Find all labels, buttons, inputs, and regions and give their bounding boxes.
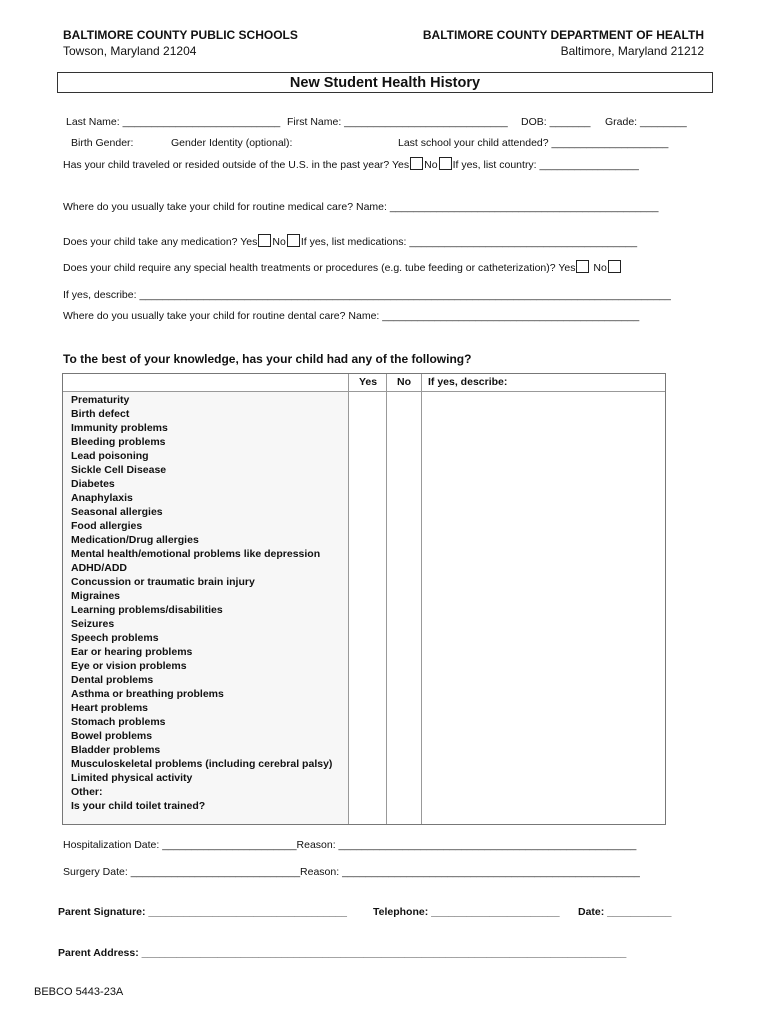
condition-item: Bowel problems <box>71 730 153 742</box>
condition-item: Limited physical activity <box>71 772 193 784</box>
condition-item: Anaphylaxis <box>71 492 133 504</box>
condition-item: Dental problems <box>71 674 154 686</box>
conditions-list <box>71 393 351 813</box>
parent-signature-field[interactable]: Parent Signature: __________________________________ <box>58 906 347 918</box>
dob-field[interactable]: DOB: _______ <box>521 116 591 128</box>
medication-yes-checkbox[interactable] <box>258 234 271 247</box>
condition-item: Speech problems <box>71 632 159 644</box>
condition-item: Prematurity <box>71 394 130 406</box>
last-name-field[interactable]: Last Name: ___________________________ <box>66 116 281 128</box>
grade-field[interactable]: Grade: ________ <box>605 116 687 128</box>
medication-followup[interactable]: If yes, list medications: _______________________________________ <box>300 236 638 248</box>
condition-item: Diabetes <box>71 478 115 490</box>
travel-followup[interactable]: If yes, list country: _________________ <box>452 159 639 171</box>
travel-yes-label: Yes <box>392 159 410 171</box>
conditions-heading: To the best of your knowledge, has your child had any of the following? <box>63 352 472 366</box>
condition-item: Bleeding problems <box>71 436 166 448</box>
right-city: Baltimore, Maryland 21212 <box>560 44 704 58</box>
right-org: BALTIMORE COUNTY DEPARTMENT OF HEALTH <box>422 28 704 42</box>
condition-item: Seizures <box>71 618 115 630</box>
special-yes-label: Yes <box>558 262 576 274</box>
condition-item: Eye or vision problems <box>71 660 187 672</box>
hospitalization-field[interactable]: Hospitalization Date: _______________________Reason: ___________________________________________________ <box>63 839 637 851</box>
travel-question <box>63 157 639 171</box>
medication-question-text: Does your child take any medication? <box>63 236 238 248</box>
travel-question-text: Has your child traveled or resided outside of the U.S. in the past year? <box>63 159 390 171</box>
form-title: New Student Health History <box>57 72 713 93</box>
condition-item: Heart problems <box>71 702 149 714</box>
last-school-field[interactable]: Last school your child attended? ____________________ <box>398 137 669 149</box>
birth-gender-field[interactable]: Birth Gender: <box>71 137 134 149</box>
condition-item: Is your child toilet trained? <box>71 800 206 812</box>
medication-yes-label: Yes <box>240 236 258 248</box>
medication-no-checkbox[interactable] <box>287 234 300 247</box>
condition-item: Concussion or traumatic brain injury <box>71 576 255 588</box>
left-city: Towson, Maryland 21204 <box>63 44 197 58</box>
date-field[interactable]: Date: ___________ <box>578 906 672 918</box>
medical-care-field[interactable]: Where do you usually take your child for routine medical care? Name: ______________________________________________ <box>63 201 659 213</box>
special-yes-checkbox[interactable] <box>576 260 589 273</box>
travel-no-label: No <box>424 159 438 171</box>
col-header-no: No <box>397 376 411 388</box>
first-name-field[interactable]: First Name: ____________________________ <box>287 116 508 128</box>
special-no-label: No <box>593 262 607 274</box>
condition-item: Asthma or breathing problems <box>71 688 224 700</box>
condition-item: Other: <box>71 786 103 798</box>
condition-item: Medication/Drug allergies <box>71 534 199 546</box>
special-question-text: Does your child require any special health treatments or procedures (e.g. tube feeding or catheterization)? <box>63 262 556 274</box>
medication-no-label: No <box>272 236 286 248</box>
medication-question <box>63 234 637 248</box>
telephone-field[interactable]: Telephone: ______________________ <box>373 906 560 918</box>
describe-field[interactable]: If yes, describe: ___________________________________________________________________________________________ <box>63 289 671 301</box>
condition-item: ADHD/ADD <box>71 562 127 574</box>
parent-address-field[interactable]: Parent Address: ___________________________________________________________________________________ <box>58 947 627 959</box>
conditions-table <box>62 373 666 825</box>
condition-item: Birth defect <box>71 408 130 420</box>
col-header-yes: Yes <box>359 376 378 388</box>
col-header-describe: If yes, describe: <box>428 376 508 388</box>
special-treatment-question <box>63 260 622 274</box>
condition-item: Bladder problems <box>71 744 161 756</box>
condition-item: Food allergies <box>71 520 143 532</box>
condition-item: Stomach problems <box>71 716 166 728</box>
gender-identity-field[interactable]: Gender Identity (optional): <box>171 137 293 149</box>
condition-item: Mental health/emotional problems like depression <box>71 548 321 560</box>
travel-yes-checkbox[interactable] <box>410 157 423 170</box>
travel-no-checkbox[interactable] <box>439 157 452 170</box>
surgery-field[interactable]: Surgery Date: _____________________________Reason: ___________________________________________________ <box>63 866 640 878</box>
col-divider-describe <box>421 374 422 824</box>
table-header-rule <box>63 391 665 392</box>
condition-item: Immunity problems <box>71 422 168 434</box>
left-org: BALTIMORE COUNTY PUBLIC SCHOOLS <box>63 28 298 42</box>
condition-item: Learning problems/disabilities <box>71 604 223 616</box>
condition-item: Lead poisoning <box>71 450 149 462</box>
form-code: BEBCO 5443-23A <box>34 986 124 998</box>
condition-item: Sickle Cell Disease <box>71 464 167 476</box>
condition-item: Ear or hearing problems <box>71 646 193 658</box>
condition-item: Musculoskeletal problems (including cerebral palsy) <box>71 758 333 770</box>
special-no-checkbox[interactable] <box>608 260 621 273</box>
condition-item: Migraines <box>71 590 121 602</box>
dental-care-field[interactable]: Where do you usually take your child for routine dental care? Name: ____________________________________________ <box>63 310 640 322</box>
col-divider-no <box>386 374 387 824</box>
condition-item: Seasonal allergies <box>71 506 163 518</box>
